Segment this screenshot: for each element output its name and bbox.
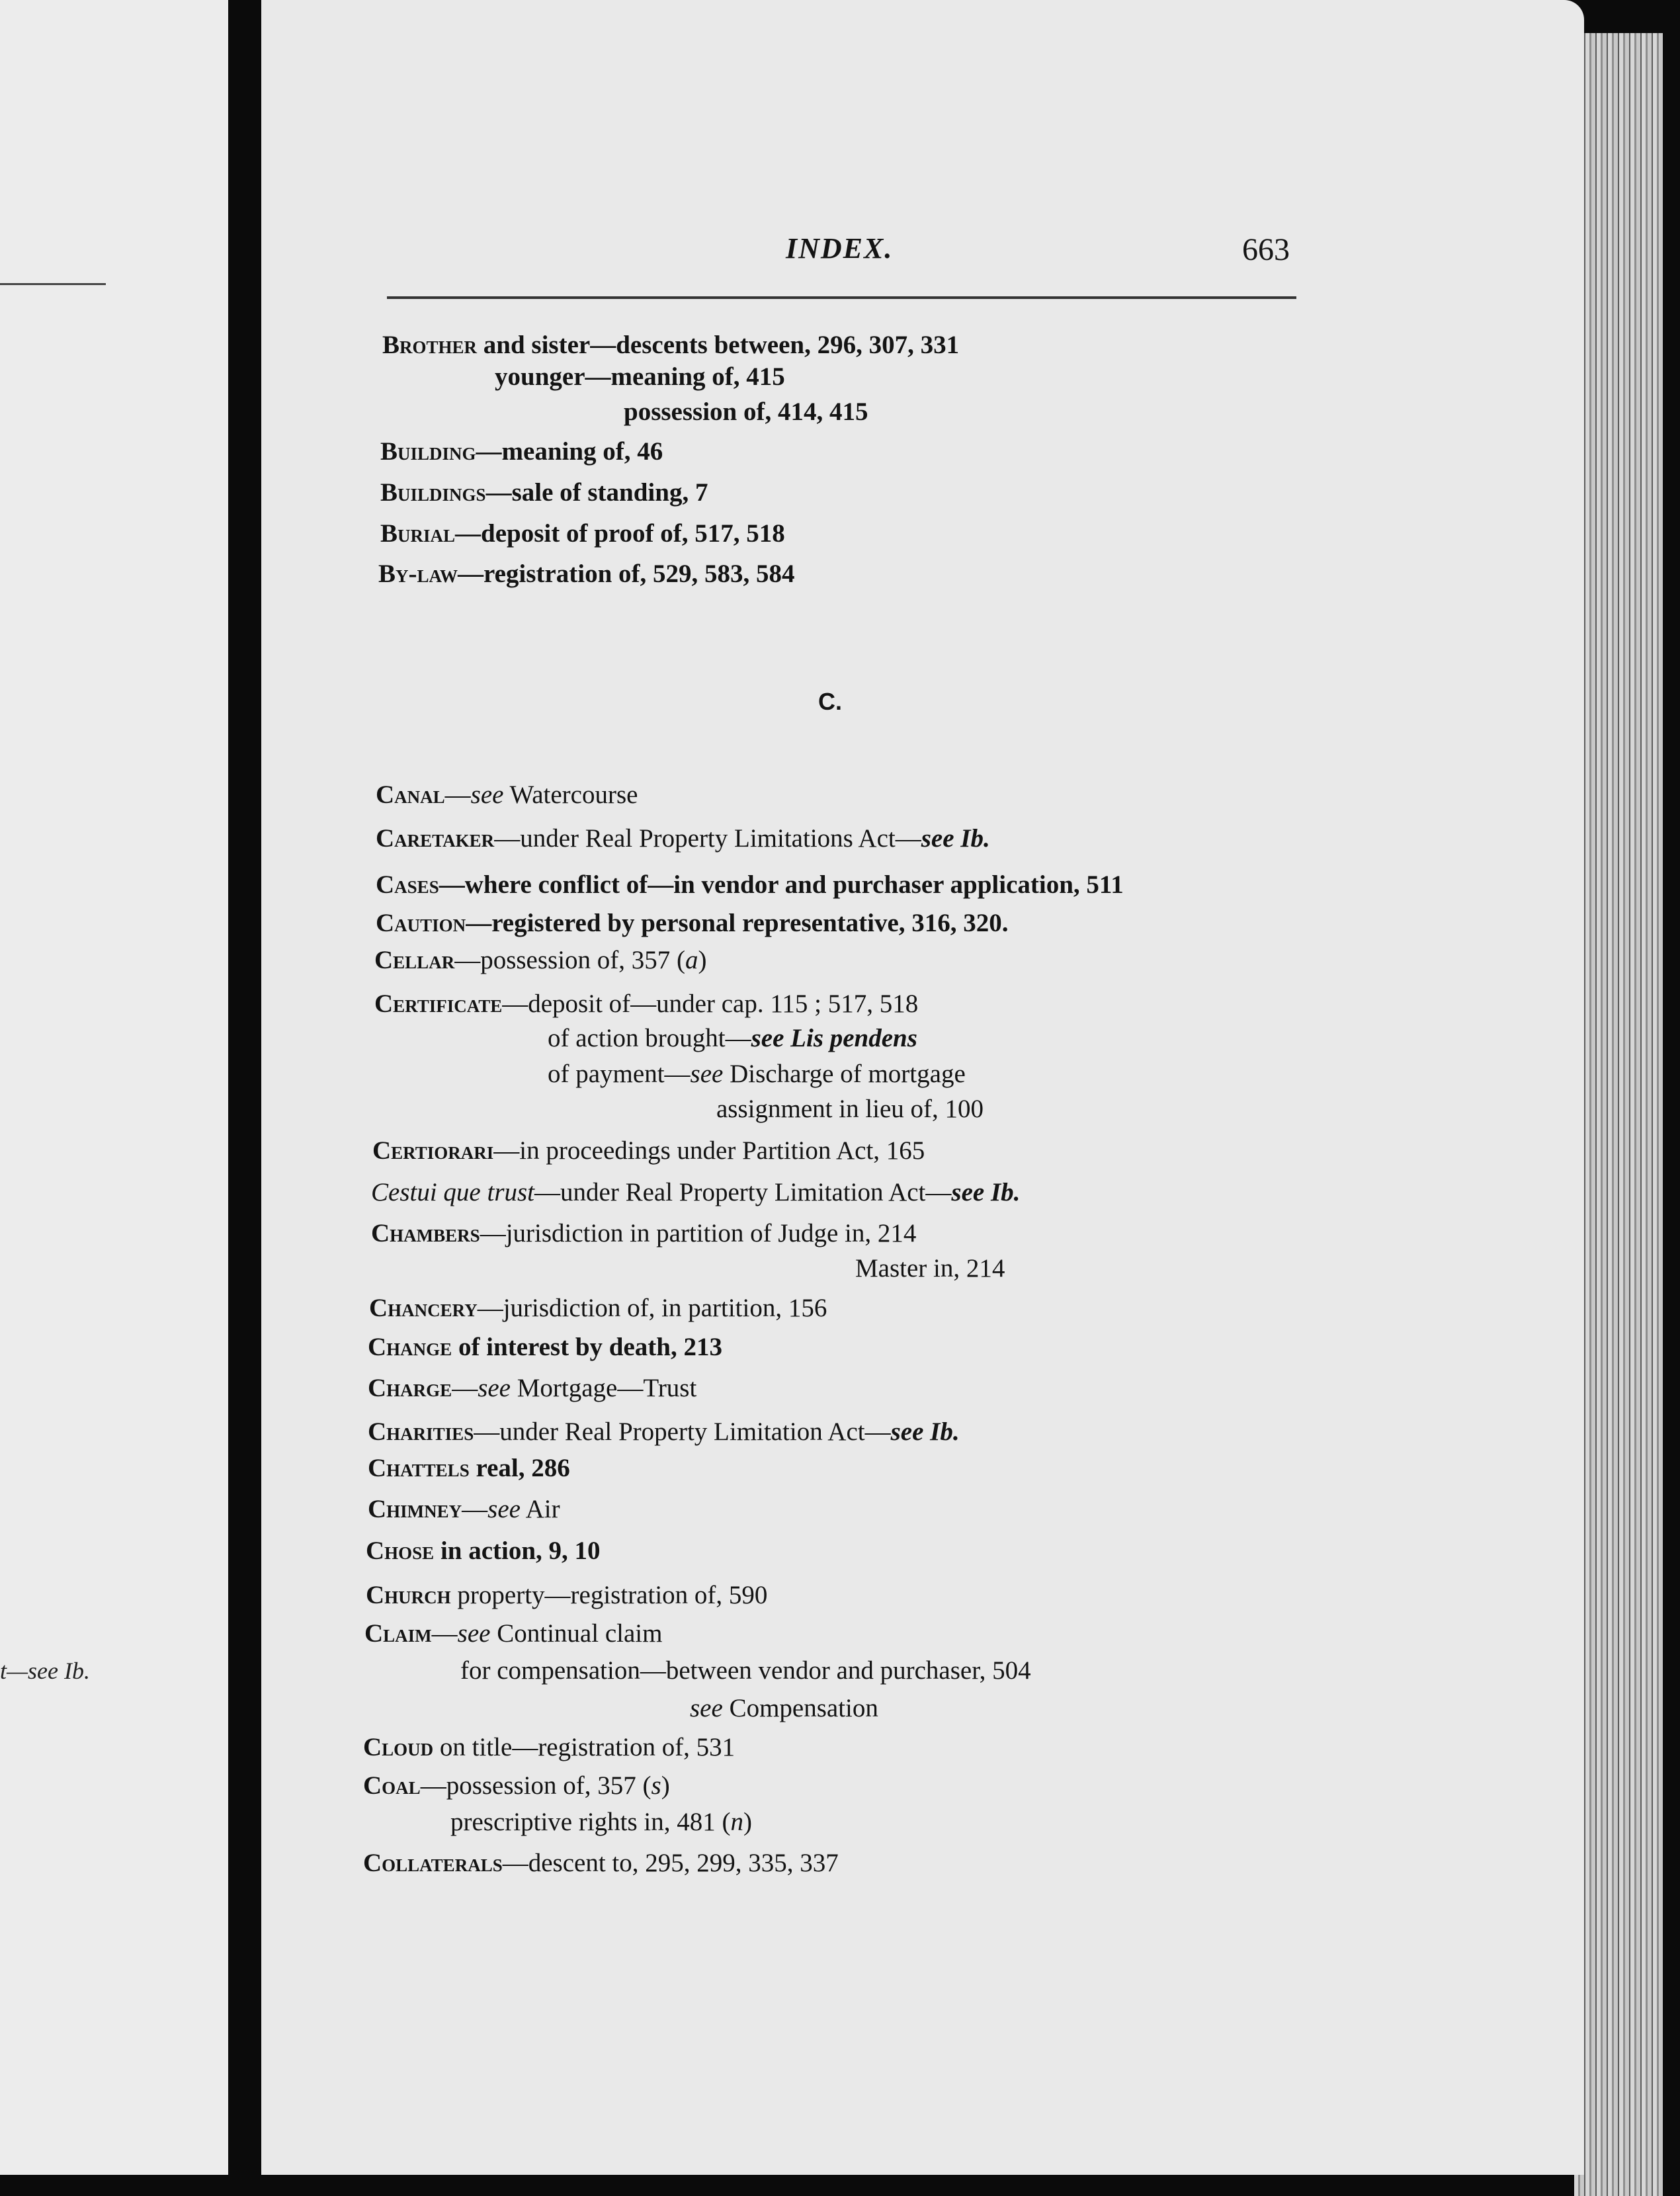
entry-chimney xyxy=(368,1496,560,1522)
facing-page xyxy=(0,0,228,2175)
note-letter: n xyxy=(730,1808,743,1836)
entry-close: ) xyxy=(698,946,707,974)
entry-head: Certiorari xyxy=(372,1136,494,1165)
see-reference: see xyxy=(478,1374,511,1402)
entry-dash: — xyxy=(431,1619,458,1648)
entry-text: Watercourse xyxy=(503,781,638,809)
entry-cases xyxy=(376,872,1124,898)
entry-chattels xyxy=(368,1455,570,1481)
entry-text: Compensation xyxy=(722,1694,878,1722)
entry-head: Cases xyxy=(376,870,439,899)
entry-head: Caretaker xyxy=(376,824,495,853)
entry-text: —sale of standing, 7 xyxy=(485,478,708,507)
entry-dash: — xyxy=(452,1374,478,1402)
see-reference: see Ib. xyxy=(921,824,990,853)
entry-text: of interest by death, 213 xyxy=(452,1333,722,1361)
entry-text: of action brought— xyxy=(548,1024,751,1052)
subentry-certificate-payment xyxy=(548,1061,966,1087)
entry-head: Brother xyxy=(382,331,478,359)
subentry-certificate-action xyxy=(548,1025,917,1051)
entry-text: —registered by personal representative, 316, 320. xyxy=(466,909,1009,937)
entry-brother xyxy=(382,332,959,358)
subentry-chambers-master: Master in, 214 xyxy=(855,1254,1005,1283)
facing-page-rule xyxy=(0,283,106,285)
entry-by-law xyxy=(378,561,795,587)
facing-page-fragment: t—see Ib. xyxy=(0,1658,90,1684)
note-letter: s xyxy=(651,1771,661,1800)
entry-head: Cellar xyxy=(374,946,455,974)
entry-claim xyxy=(364,1621,662,1646)
note-letter: a xyxy=(685,946,698,974)
see-reference: see xyxy=(487,1495,521,1523)
see-reference: see xyxy=(690,1694,723,1722)
entry-canal xyxy=(376,782,638,808)
entry-head: Caution xyxy=(376,909,466,937)
entry-text: prescriptive rights in, 481 ( xyxy=(450,1808,731,1836)
page-number: 663 xyxy=(1242,232,1290,267)
entry-text: —under Real Property Limitations Act— xyxy=(494,824,921,853)
entry-text: —jurisdiction of, in partition, 156 xyxy=(477,1294,827,1322)
entry-head: Building xyxy=(380,437,476,466)
entry-text: on title—registration of, 531 xyxy=(433,1733,735,1761)
entry-text: —in proceedings under Partition Act, 165 xyxy=(493,1136,925,1165)
entry-head: Church xyxy=(366,1581,451,1609)
entry-buildings xyxy=(380,480,708,505)
entry-text: and sister—descents between, 296, 307, 331 xyxy=(477,331,960,359)
entry-text: in action, 9, 10 xyxy=(434,1537,601,1565)
entry-head: Coal xyxy=(363,1771,421,1800)
entry-head: Burial xyxy=(380,519,456,548)
entry-text: —possession of, 357 ( xyxy=(454,946,686,974)
entry-head: Charities xyxy=(368,1417,474,1446)
entry-text: Air xyxy=(520,1495,560,1523)
entry-head: Charge xyxy=(368,1374,452,1402)
entry-text: —jurisdiction in partition of Judge in, 214 xyxy=(480,1219,917,1247)
see-reference: see Ib. xyxy=(890,1417,960,1446)
entry-text: Mortgage—Trust xyxy=(511,1374,697,1402)
page-edges xyxy=(1574,33,1667,2196)
entry-head: Cestui que trust xyxy=(371,1178,535,1206)
entry-text: —registration of, 529, 583, 584 xyxy=(458,560,795,588)
entry-cellar xyxy=(374,947,707,973)
entry-text-tail: Discharge of mortgage xyxy=(723,1060,966,1088)
entry-dash: — xyxy=(444,781,471,809)
entry-text: —deposit of proof of, 517, 518 xyxy=(455,519,785,548)
entry-head: Collaterals xyxy=(363,1849,503,1877)
entry-text: —deposit of—under cap. 115 ; 517, 518 xyxy=(502,990,919,1018)
entry-head: Chattels xyxy=(368,1454,470,1482)
subentry-younger-possession: possession of, 414, 415 xyxy=(624,398,868,426)
header-rule xyxy=(387,296,1296,299)
entry-head: Cloud xyxy=(363,1733,434,1761)
entry-head: By-law xyxy=(378,560,458,588)
entry-certiorari xyxy=(372,1138,925,1163)
entry-head: Buildings xyxy=(380,478,486,507)
entry-cestui-que-trust xyxy=(371,1179,1020,1205)
entry-close: ) xyxy=(661,1771,670,1800)
section-letter-c: C. xyxy=(818,688,842,715)
entry-head: Change xyxy=(368,1333,452,1361)
entry-collaterals xyxy=(363,1850,839,1876)
entry-building xyxy=(380,439,663,464)
entry-certificate xyxy=(374,991,918,1017)
entry-text: —descent to, 295, 299, 335, 337 xyxy=(502,1849,839,1877)
running-head: INDEX. xyxy=(786,232,894,265)
entry-change xyxy=(368,1334,722,1360)
entry-coal xyxy=(363,1773,670,1798)
subentry-claim-compensation: for compensation—between vendor and purchaser, 504 xyxy=(460,1656,1031,1685)
entry-chambers xyxy=(371,1220,916,1246)
entry-burial xyxy=(380,521,785,546)
entry-head: Claim xyxy=(364,1619,432,1648)
entry-cloud xyxy=(363,1734,735,1760)
see-reference: see xyxy=(457,1619,491,1648)
entry-head: Chancery xyxy=(369,1294,478,1322)
entry-close: ) xyxy=(743,1808,752,1836)
see-reference: see Lis pendens xyxy=(751,1024,917,1052)
subentry-coal-prescriptive xyxy=(450,1809,752,1835)
subentry-younger: younger—meaning of, 415 xyxy=(495,362,785,391)
entry-head: Canal xyxy=(376,781,445,809)
entry-charities xyxy=(368,1419,960,1445)
entry-text: —possession of, 357 ( xyxy=(420,1771,651,1800)
entry-text: property—registration of, 590 xyxy=(450,1581,768,1609)
entry-head: Chose xyxy=(366,1537,435,1565)
see-reference: see xyxy=(690,1060,724,1088)
entry-chancery xyxy=(369,1295,827,1321)
see-reference: see Ib. xyxy=(951,1178,1021,1206)
subentry-claim-see xyxy=(690,1695,878,1721)
entry-caretaker xyxy=(376,825,990,851)
entry-text: Continual claim xyxy=(490,1619,663,1648)
entry-caution xyxy=(376,910,1009,936)
see-reference: see xyxy=(470,781,504,809)
entry-head: Certificate xyxy=(374,990,503,1018)
entry-dash: — xyxy=(462,1495,488,1523)
entry-text: —meaning of, 46 xyxy=(476,437,663,466)
entry-head: Chambers xyxy=(371,1219,480,1247)
entry-text: of payment— xyxy=(548,1060,691,1088)
entry-head: Chimney xyxy=(368,1495,462,1523)
entry-chose xyxy=(366,1538,601,1564)
entry-text: —where conflict of—in vendor and purchaser application, 511 xyxy=(439,870,1124,899)
subentry-certificate-assignment: assignment in lieu of, 100 xyxy=(716,1095,984,1123)
entry-text: —under Real Property Limitation Act— xyxy=(534,1178,952,1206)
entry-charge xyxy=(368,1375,696,1401)
entry-text: —under Real Property Limitation Act— xyxy=(474,1417,891,1446)
entry-church xyxy=(366,1582,767,1608)
entry-text: real, 286 xyxy=(469,1454,570,1482)
